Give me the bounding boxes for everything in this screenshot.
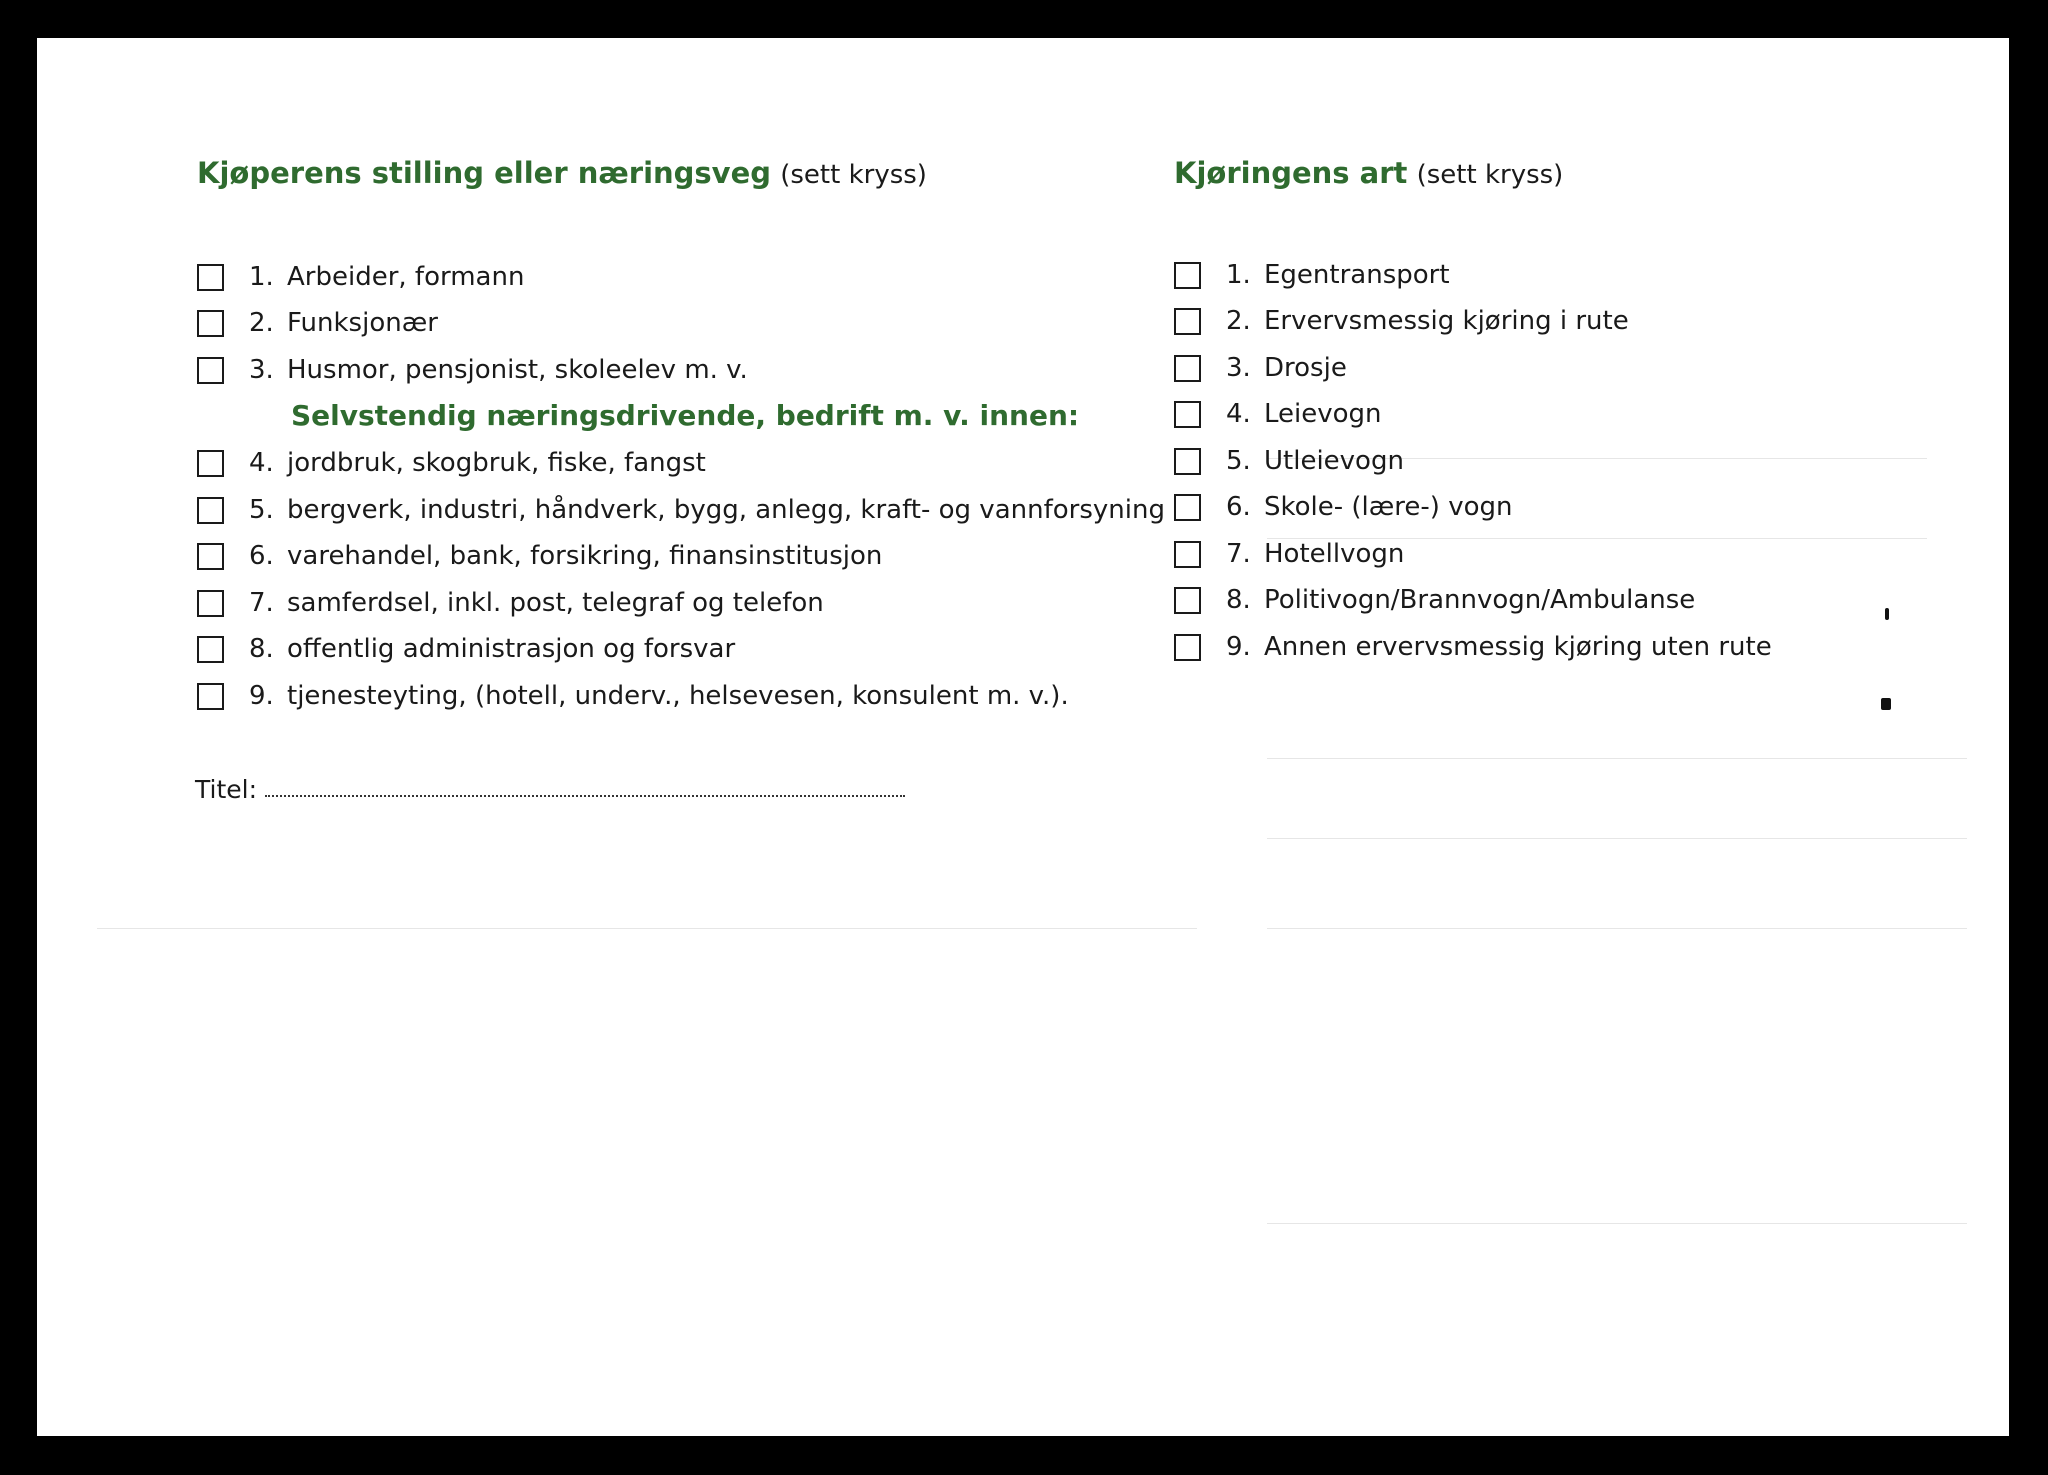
option-number: 7.	[1226, 539, 1251, 569]
option-label: Ervervsmessig kjøring i rute	[1264, 306, 1629, 336]
option-number: 8.	[249, 634, 274, 664]
checkbox[interactable]	[1174, 308, 1201, 335]
option-number: 1.	[249, 262, 274, 292]
option-label: samferdsel, inkl. post, telegraf og telefon	[287, 588, 824, 618]
option-label: varehandel, bank, forsikring, finansinstitusjon	[287, 541, 883, 571]
option-number: 3.	[1226, 353, 1251, 383]
option-label: tjenesteyting, (hotell, underv., helsevesen, konsulent m. v.).	[287, 681, 1069, 711]
option-number: 9.	[1226, 632, 1251, 662]
option-number: 2.	[1226, 306, 1251, 336]
option-label: Skole- (lære-) vogn	[1264, 492, 1513, 522]
option-label: Funksjonær	[287, 308, 438, 338]
option-number: 3.	[249, 355, 274, 385]
checkbox[interactable]	[1174, 541, 1201, 568]
checkbox[interactable]	[1174, 401, 1201, 428]
option-number: 6.	[1226, 492, 1251, 522]
self-employed-subheading: Selvstendig næringsdrivende, bedrift m. v. innen:	[291, 399, 1080, 432]
buyer-occupation-heading	[197, 153, 927, 195]
option-number: 6.	[249, 541, 274, 571]
driving-type-heading	[1174, 153, 1563, 195]
checkbox[interactable]	[1174, 587, 1201, 614]
title-field-label: Titel:	[195, 775, 257, 804]
ghost-rule	[1267, 928, 1967, 929]
option-label: Politivogn/Brannvogn/Ambulanse	[1264, 585, 1696, 615]
ghost-rule	[1267, 758, 1967, 759]
option-label: Hotellvogn	[1264, 539, 1405, 569]
option-number: 2.	[249, 308, 274, 338]
checkbox[interactable]	[197, 264, 224, 291]
buyer-occupation-note: (sett kryss)	[780, 160, 927, 190]
ghost-rule	[1267, 838, 1967, 839]
driving-type-note: (sett kryss)	[1416, 160, 1564, 190]
option-label: Arbeider, formann	[287, 262, 525, 292]
form-sheet	[37, 38, 2009, 1436]
option-label: jordbruk, skogbruk, fiske, fangst	[287, 448, 706, 478]
ghost-rule	[1267, 1223, 1967, 1224]
checkbox[interactable]	[197, 450, 224, 477]
checkbox[interactable]	[197, 683, 224, 710]
option-number: 9.	[249, 681, 274, 711]
checkbox[interactable]	[197, 310, 224, 337]
option-label: Annen ervervsmessig kjøring uten rute	[1264, 632, 1772, 662]
checkbox[interactable]	[1174, 448, 1201, 475]
checkbox[interactable]	[197, 357, 224, 384]
option-label: offentlig administrasjon og forsvar	[287, 634, 736, 664]
checkbox[interactable]	[1174, 494, 1201, 521]
checkbox[interactable]	[1174, 355, 1201, 382]
option-number: 5.	[249, 495, 274, 525]
checkbox[interactable]	[197, 497, 224, 524]
option-label: Leievogn	[1264, 399, 1382, 429]
option-label: Utleievogn	[1264, 446, 1404, 476]
driving-type-title: Kjøringens art	[1174, 156, 1408, 190]
option-number: 4.	[249, 448, 274, 478]
checkbox[interactable]	[197, 636, 224, 663]
option-label: Drosje	[1264, 353, 1347, 383]
checkbox[interactable]	[197, 590, 224, 617]
option-label: Egentransport	[1264, 260, 1450, 290]
option-number: 8.	[1226, 585, 1251, 615]
option-label: Husmor, pensjonist, skoleelev m. v.	[287, 355, 748, 385]
checkbox[interactable]	[1174, 634, 1201, 661]
option-number: 1.	[1226, 260, 1251, 290]
option-number: 7.	[249, 588, 274, 618]
option-number: 4.	[1226, 399, 1251, 429]
title-field-line[interactable]	[265, 795, 905, 797]
option-number: 5.	[1226, 446, 1251, 476]
checkbox[interactable]	[197, 543, 224, 570]
ghost-rule	[97, 928, 1197, 929]
buyer-occupation-title: Kjøperens stilling eller næringsveg	[197, 156, 772, 190]
ink-specks	[1879, 608, 1899, 728]
checkbox[interactable]	[1174, 262, 1201, 289]
option-label: bergverk, industri, håndverk, bygg, anlegg, kraft- og vannforsyning	[287, 495, 1165, 525]
